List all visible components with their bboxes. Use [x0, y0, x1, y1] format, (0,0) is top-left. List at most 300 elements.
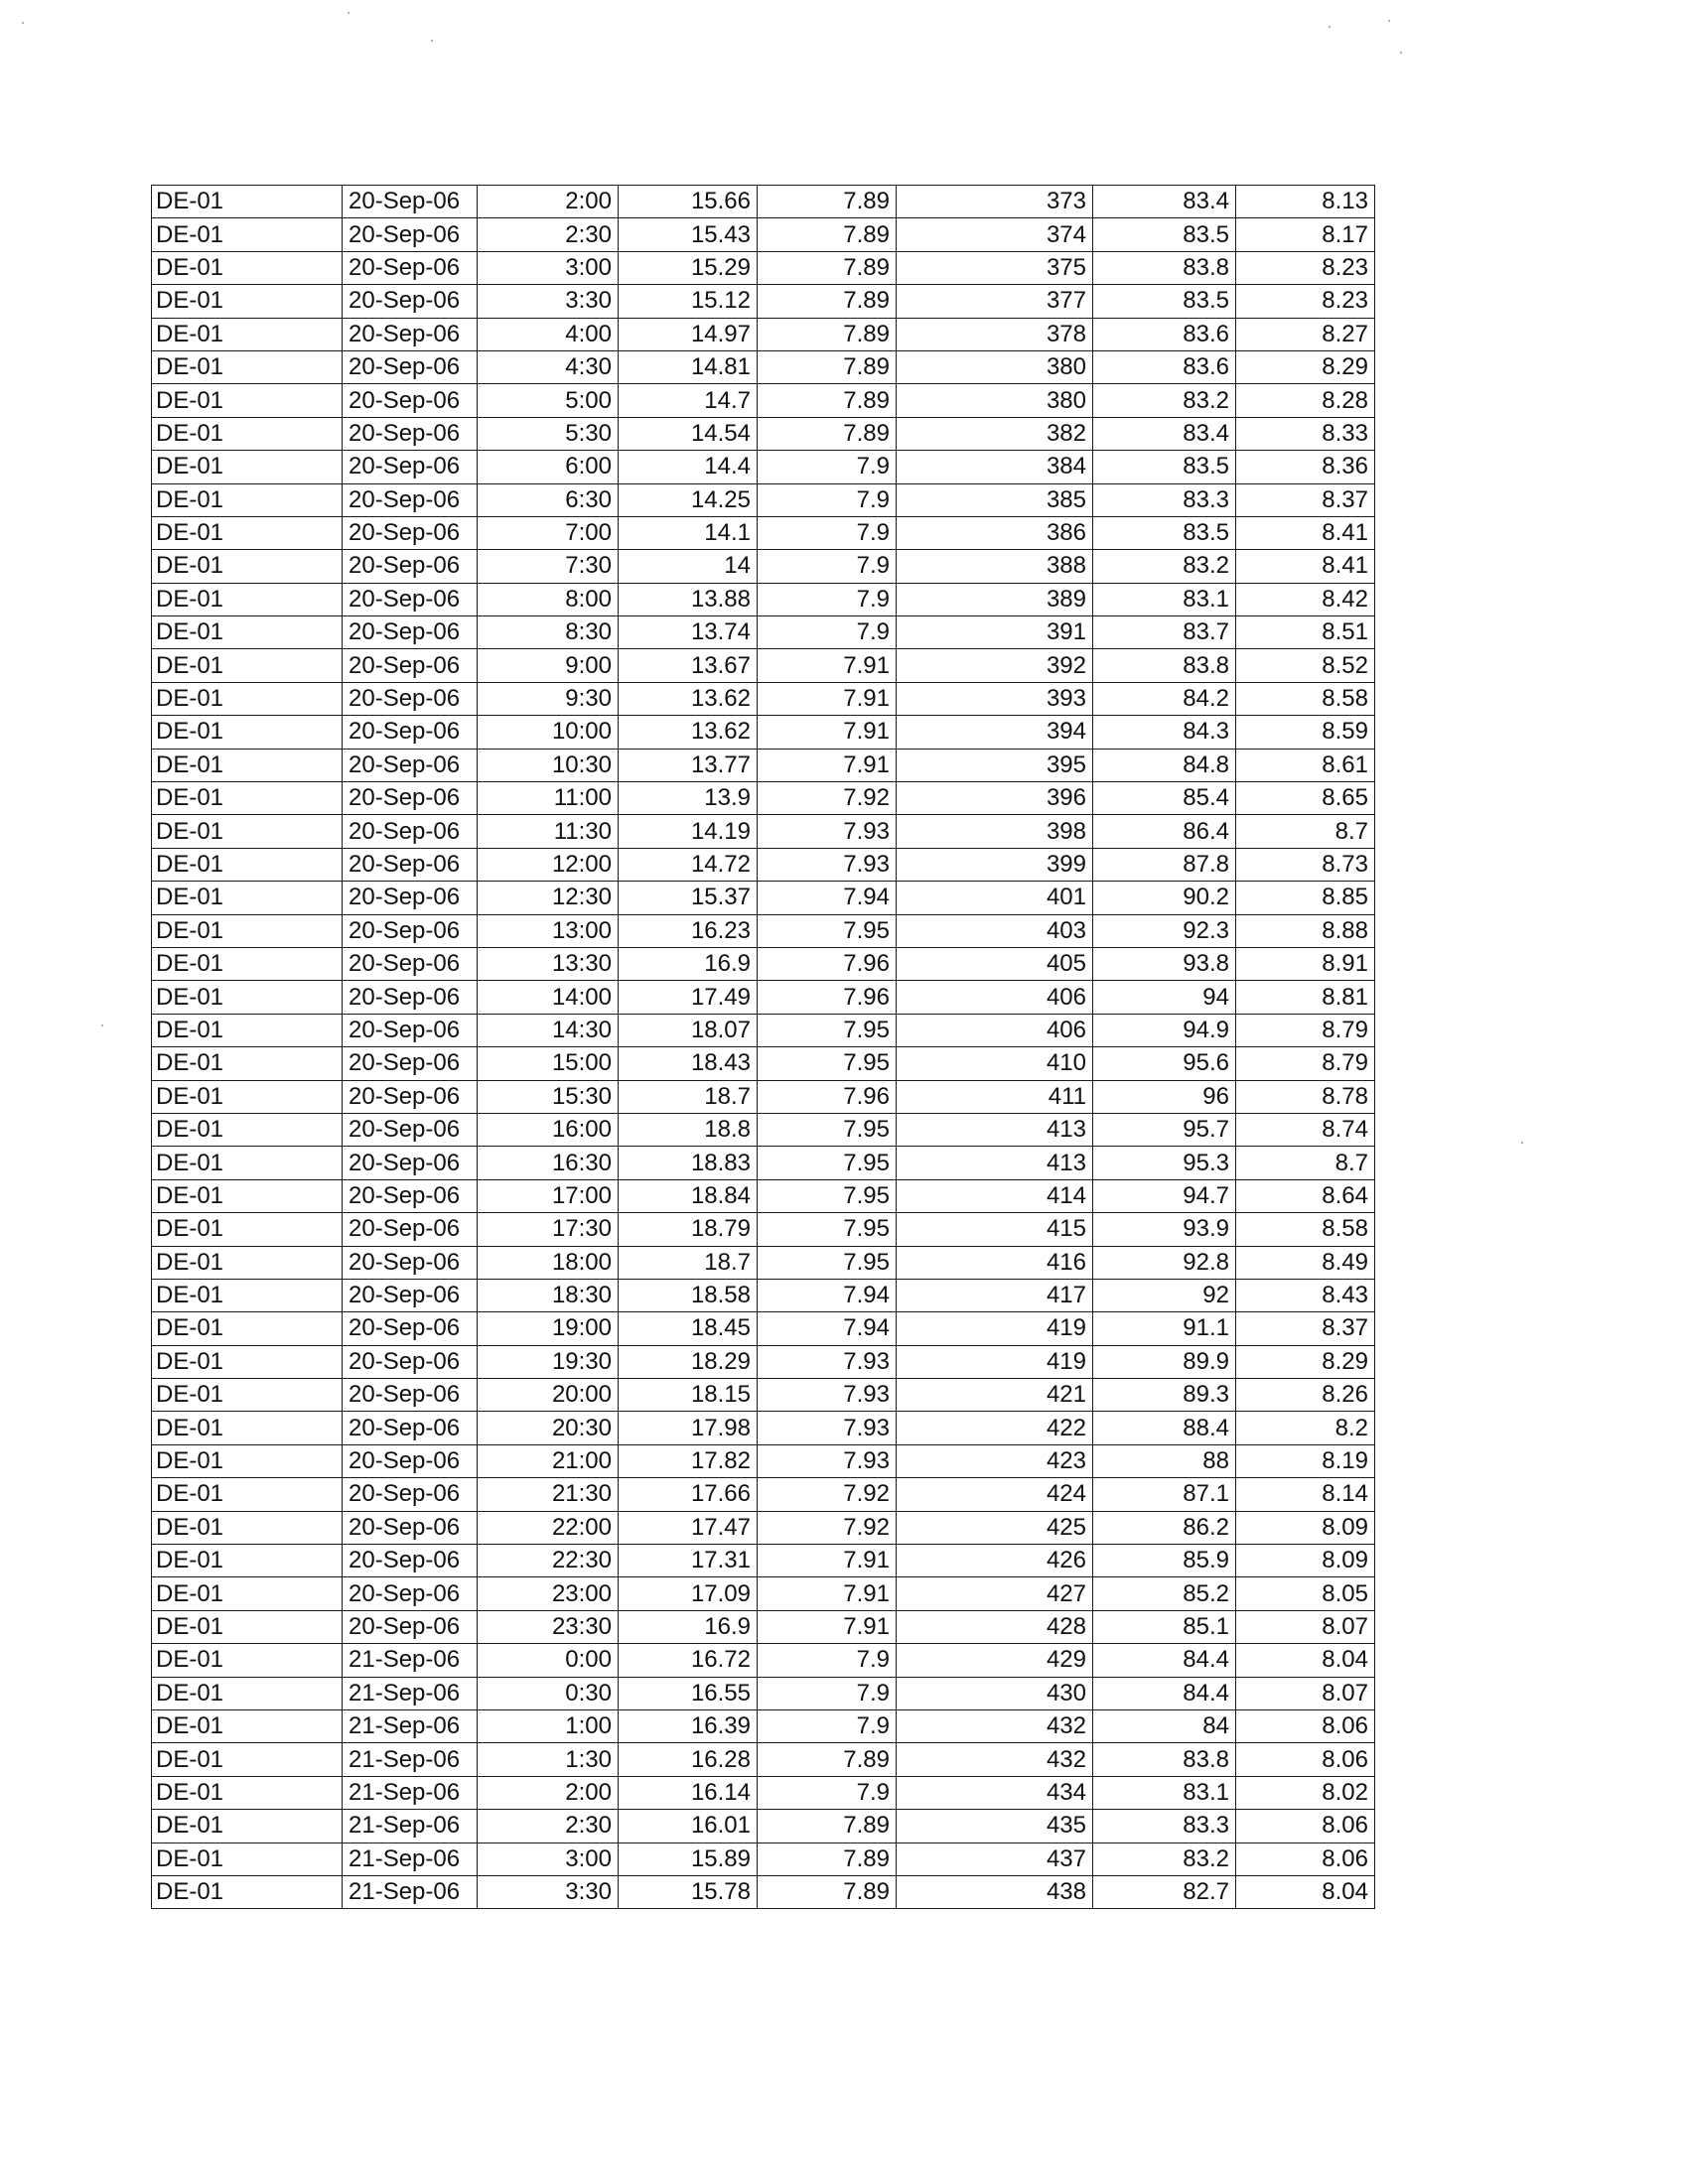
value-2-cell: 7.94 [758, 882, 897, 914]
value-1-cell: 13.67 [619, 649, 758, 682]
value-5-cell: 8.14 [1236, 1478, 1375, 1511]
time-cell: 8:30 [478, 616, 619, 649]
value-5-cell: 8.27 [1236, 318, 1375, 350]
value-1-cell: 14 [619, 550, 758, 583]
date-cell: 20-Sep-06 [343, 1610, 478, 1643]
date-cell: 20-Sep-06 [343, 716, 478, 749]
date-cell: 20-Sep-06 [343, 1511, 478, 1544]
table-row [152, 616, 1375, 649]
value-3-cell: 406 [897, 1014, 1093, 1046]
scan-speck [101, 1024, 103, 1026]
value-2-cell: 7.89 [758, 251, 897, 284]
value-2-cell: 7.96 [758, 947, 897, 980]
value-2-cell: 7.95 [758, 1213, 897, 1246]
table-row [152, 1179, 1375, 1212]
date-cell: 21-Sep-06 [343, 1644, 478, 1677]
date-cell: 21-Sep-06 [343, 1743, 478, 1776]
value-1-cell: 16.55 [619, 1677, 758, 1709]
value-5-cell: 8.41 [1236, 550, 1375, 583]
value-5-cell: 8.61 [1236, 749, 1375, 781]
site-cell: DE-01 [152, 350, 343, 383]
value-1-cell: 14.81 [619, 350, 758, 383]
value-2-cell: 7.93 [758, 1412, 897, 1444]
value-5-cell: 8.81 [1236, 981, 1375, 1014]
table-row [152, 516, 1375, 549]
value-5-cell: 8.41 [1236, 516, 1375, 549]
value-4-cell: 92.3 [1093, 914, 1236, 947]
value-5-cell: 8.37 [1236, 483, 1375, 516]
site-cell: DE-01 [152, 1412, 343, 1444]
date-cell: 20-Sep-06 [343, 1577, 478, 1610]
value-2-cell: 7.89 [758, 350, 897, 383]
table-row [152, 1610, 1375, 1643]
value-4-cell: 83.8 [1093, 649, 1236, 682]
time-cell: 4:30 [478, 350, 619, 383]
date-cell: 20-Sep-06 [343, 350, 478, 383]
value-4-cell: 83.6 [1093, 318, 1236, 350]
table-row [152, 1709, 1375, 1742]
value-3-cell: 422 [897, 1412, 1093, 1444]
site-cell: DE-01 [152, 384, 343, 417]
value-5-cell: 8.09 [1236, 1545, 1375, 1577]
time-cell: 21:00 [478, 1444, 619, 1477]
date-cell: 21-Sep-06 [343, 1677, 478, 1709]
date-cell: 20-Sep-06 [343, 318, 478, 350]
date-cell: 20-Sep-06 [343, 516, 478, 549]
site-cell: DE-01 [152, 947, 343, 980]
table-row [152, 1014, 1375, 1046]
value-4-cell: 83.8 [1093, 1743, 1236, 1776]
table-row [152, 285, 1375, 318]
value-4-cell: 92 [1093, 1279, 1236, 1311]
value-2-cell: 7.9 [758, 1677, 897, 1709]
site-cell: DE-01 [152, 583, 343, 615]
date-cell: 20-Sep-06 [343, 782, 478, 815]
site-cell: DE-01 [152, 218, 343, 251]
time-cell: 6:30 [478, 483, 619, 516]
value-4-cell: 92.8 [1093, 1246, 1236, 1279]
date-cell: 20-Sep-06 [343, 1179, 478, 1212]
table-row [152, 318, 1375, 350]
value-1-cell: 17.31 [619, 1545, 758, 1577]
value-1-cell: 16.39 [619, 1709, 758, 1742]
date-cell: 20-Sep-06 [343, 616, 478, 649]
value-1-cell: 18.43 [619, 1047, 758, 1080]
site-cell: DE-01 [152, 1345, 343, 1378]
value-5-cell: 8.23 [1236, 285, 1375, 318]
time-cell: 0:00 [478, 1644, 619, 1677]
value-3-cell: 428 [897, 1610, 1093, 1643]
site-cell: DE-01 [152, 1444, 343, 1477]
time-cell: 2:30 [478, 1810, 619, 1843]
table-row [152, 583, 1375, 615]
value-1-cell: 13.74 [619, 616, 758, 649]
date-cell: 20-Sep-06 [343, 1312, 478, 1345]
site-cell: DE-01 [152, 1379, 343, 1412]
value-3-cell: 385 [897, 483, 1093, 516]
value-4-cell: 83.5 [1093, 516, 1236, 549]
value-4-cell: 83.5 [1093, 218, 1236, 251]
value-2-cell: 7.89 [758, 384, 897, 417]
value-5-cell: 8.09 [1236, 1511, 1375, 1544]
value-5-cell: 8.7 [1236, 815, 1375, 848]
time-cell: 13:00 [478, 914, 619, 947]
value-5-cell: 8.06 [1236, 1743, 1375, 1776]
value-5-cell: 8.88 [1236, 914, 1375, 947]
site-cell: DE-01 [152, 251, 343, 284]
table-row [152, 218, 1375, 251]
time-cell: 17:30 [478, 1213, 619, 1246]
value-1-cell: 16.23 [619, 914, 758, 947]
time-cell: 23:00 [478, 1577, 619, 1610]
table-row [152, 1113, 1375, 1146]
value-2-cell: 7.94 [758, 1312, 897, 1345]
site-cell: DE-01 [152, 1843, 343, 1875]
date-cell: 20-Sep-06 [343, 914, 478, 947]
value-3-cell: 406 [897, 981, 1093, 1014]
value-4-cell: 86.4 [1093, 815, 1236, 848]
value-5-cell: 8.85 [1236, 882, 1375, 914]
site-cell: DE-01 [152, 285, 343, 318]
value-3-cell: 399 [897, 848, 1093, 881]
table-row [152, 1147, 1375, 1179]
value-5-cell: 8.52 [1236, 649, 1375, 682]
scan-speck [1400, 52, 1402, 54]
value-1-cell: 15.43 [619, 218, 758, 251]
value-3-cell: 401 [897, 882, 1093, 914]
value-5-cell: 8.64 [1236, 1179, 1375, 1212]
value-5-cell: 8.29 [1236, 350, 1375, 383]
time-cell: 2:30 [478, 218, 619, 251]
value-4-cell: 95.7 [1093, 1113, 1236, 1146]
time-cell: 12:30 [478, 882, 619, 914]
value-3-cell: 374 [897, 218, 1093, 251]
value-4-cell: 95.6 [1093, 1047, 1236, 1080]
value-1-cell: 16.01 [619, 1810, 758, 1843]
table-row [152, 350, 1375, 383]
value-2-cell: 7.89 [758, 1743, 897, 1776]
value-1-cell: 18.07 [619, 1014, 758, 1046]
value-1-cell: 14.4 [619, 451, 758, 483]
value-1-cell: 14.7 [619, 384, 758, 417]
value-2-cell: 7.89 [758, 318, 897, 350]
date-cell: 20-Sep-06 [343, 815, 478, 848]
value-5-cell: 8.58 [1236, 682, 1375, 715]
value-5-cell: 8.36 [1236, 451, 1375, 483]
table-row [152, 1743, 1375, 1776]
value-2-cell: 7.9 [758, 1709, 897, 1742]
value-3-cell: 380 [897, 384, 1093, 417]
value-3-cell: 435 [897, 1810, 1093, 1843]
value-2-cell: 7.91 [758, 1545, 897, 1577]
value-4-cell: 84.3 [1093, 716, 1236, 749]
table-row [152, 451, 1375, 483]
value-1-cell: 16.9 [619, 1610, 758, 1643]
site-cell: DE-01 [152, 716, 343, 749]
value-2-cell: 7.9 [758, 1644, 897, 1677]
value-3-cell: 396 [897, 782, 1093, 815]
value-5-cell: 8.07 [1236, 1610, 1375, 1643]
value-3-cell: 382 [897, 417, 1093, 450]
value-4-cell: 90.2 [1093, 882, 1236, 914]
date-cell: 20-Sep-06 [343, 882, 478, 914]
time-cell: 1:00 [478, 1709, 619, 1742]
value-4-cell: 84.4 [1093, 1644, 1236, 1677]
site-cell: DE-01 [152, 1179, 343, 1212]
value-1-cell: 17.47 [619, 1511, 758, 1544]
value-5-cell: 8.74 [1236, 1113, 1375, 1146]
date-cell: 20-Sep-06 [343, 981, 478, 1014]
value-3-cell: 416 [897, 1246, 1093, 1279]
site-cell: DE-01 [152, 318, 343, 350]
value-3-cell: 437 [897, 1843, 1093, 1875]
date-cell: 20-Sep-06 [343, 1279, 478, 1311]
time-cell: 16:00 [478, 1113, 619, 1146]
value-2-cell: 7.89 [758, 186, 897, 218]
value-5-cell: 8.43 [1236, 1279, 1375, 1311]
site-cell: DE-01 [152, 749, 343, 781]
value-2-cell: 7.93 [758, 1379, 897, 1412]
value-2-cell: 7.93 [758, 1444, 897, 1477]
table-row [152, 186, 1375, 218]
time-cell: 23:30 [478, 1610, 619, 1643]
site-cell: DE-01 [152, 1577, 343, 1610]
value-4-cell: 84.2 [1093, 682, 1236, 715]
table-row [152, 1312, 1375, 1345]
site-cell: DE-01 [152, 1810, 343, 1843]
value-2-cell: 7.92 [758, 782, 897, 815]
time-cell: 8:00 [478, 583, 619, 615]
site-cell: DE-01 [152, 1080, 343, 1113]
value-1-cell: 15.12 [619, 285, 758, 318]
site-cell: DE-01 [152, 1014, 343, 1046]
value-1-cell: 17.49 [619, 981, 758, 1014]
site-cell: DE-01 [152, 848, 343, 881]
value-4-cell: 86.2 [1093, 1511, 1236, 1544]
table-row [152, 1577, 1375, 1610]
date-cell: 20-Sep-06 [343, 1014, 478, 1046]
time-cell: 11:30 [478, 815, 619, 848]
site-cell: DE-01 [152, 782, 343, 815]
value-3-cell: 398 [897, 815, 1093, 848]
table-row [152, 1677, 1375, 1709]
value-3-cell: 421 [897, 1379, 1093, 1412]
value-1-cell: 14.19 [619, 815, 758, 848]
date-cell: 20-Sep-06 [343, 186, 478, 218]
table-row [152, 1379, 1375, 1412]
value-3-cell: 392 [897, 649, 1093, 682]
date-cell: 20-Sep-06 [343, 947, 478, 980]
site-cell: DE-01 [152, 1743, 343, 1776]
date-cell: 21-Sep-06 [343, 1709, 478, 1742]
value-3-cell: 419 [897, 1312, 1093, 1345]
date-cell: 20-Sep-06 [343, 1379, 478, 1412]
date-cell: 20-Sep-06 [343, 1080, 478, 1113]
table-row [152, 1511, 1375, 1544]
table-row [152, 1776, 1375, 1809]
value-4-cell: 84 [1093, 1709, 1236, 1742]
date-cell: 20-Sep-06 [343, 251, 478, 284]
value-5-cell: 8.51 [1236, 616, 1375, 649]
value-1-cell: 18.83 [619, 1147, 758, 1179]
value-3-cell: 414 [897, 1179, 1093, 1212]
value-4-cell: 83.8 [1093, 251, 1236, 284]
value-4-cell: 83.7 [1093, 616, 1236, 649]
scan-speck [22, 22, 24, 24]
date-cell: 20-Sep-06 [343, 1047, 478, 1080]
time-cell: 7:30 [478, 550, 619, 583]
date-cell: 20-Sep-06 [343, 451, 478, 483]
value-1-cell: 18.15 [619, 1379, 758, 1412]
value-3-cell: 389 [897, 583, 1093, 615]
site-cell: DE-01 [152, 516, 343, 549]
value-1-cell: 16.14 [619, 1776, 758, 1809]
value-4-cell: 83.3 [1093, 483, 1236, 516]
value-4-cell: 94.7 [1093, 1179, 1236, 1212]
time-cell: 0:30 [478, 1677, 619, 1709]
table-row [152, 1080, 1375, 1113]
time-cell: 22:00 [478, 1511, 619, 1544]
value-3-cell: 378 [897, 318, 1093, 350]
value-2-cell: 7.95 [758, 1246, 897, 1279]
value-4-cell: 94 [1093, 981, 1236, 1014]
value-3-cell: 377 [897, 285, 1093, 318]
date-cell: 20-Sep-06 [343, 483, 478, 516]
value-1-cell: 15.37 [619, 882, 758, 914]
scan-speck [1521, 1142, 1523, 1144]
time-cell: 18:00 [478, 1246, 619, 1279]
value-3-cell: 391 [897, 616, 1093, 649]
date-cell: 20-Sep-06 [343, 1213, 478, 1246]
table-row [152, 1279, 1375, 1311]
value-1-cell: 16.9 [619, 947, 758, 980]
value-3-cell: 410 [897, 1047, 1093, 1080]
value-4-cell: 83.2 [1093, 550, 1236, 583]
value-2-cell: 7.95 [758, 914, 897, 947]
time-cell: 14:00 [478, 981, 619, 1014]
table-row [152, 682, 1375, 715]
value-2-cell: 7.9 [758, 516, 897, 549]
value-5-cell: 8.26 [1236, 1379, 1375, 1412]
value-5-cell: 8.2 [1236, 1412, 1375, 1444]
value-1-cell: 15.66 [619, 186, 758, 218]
value-3-cell: 417 [897, 1279, 1093, 1311]
value-2-cell: 7.94 [758, 1279, 897, 1311]
table-row [152, 1875, 1375, 1908]
table-row [152, 1644, 1375, 1677]
value-3-cell: 438 [897, 1875, 1093, 1908]
date-cell: 21-Sep-06 [343, 1810, 478, 1843]
site-cell: DE-01 [152, 815, 343, 848]
value-4-cell: 95.3 [1093, 1147, 1236, 1179]
table-body [152, 186, 1375, 1909]
date-cell: 20-Sep-06 [343, 417, 478, 450]
value-3-cell: 405 [897, 947, 1093, 980]
value-5-cell: 8.78 [1236, 1080, 1375, 1113]
date-cell: 20-Sep-06 [343, 218, 478, 251]
table-row [152, 981, 1375, 1014]
table-row [152, 716, 1375, 749]
value-3-cell: 432 [897, 1743, 1093, 1776]
value-4-cell: 85.4 [1093, 782, 1236, 815]
value-3-cell: 388 [897, 550, 1093, 583]
value-4-cell: 83.4 [1093, 417, 1236, 450]
time-cell: 20:00 [478, 1379, 619, 1412]
value-1-cell: 17.98 [619, 1412, 758, 1444]
value-3-cell: 373 [897, 186, 1093, 218]
value-2-cell: 7.91 [758, 682, 897, 715]
date-cell: 21-Sep-06 [343, 1875, 478, 1908]
table-row [152, 417, 1375, 450]
date-cell: 20-Sep-06 [343, 1478, 478, 1511]
time-cell: 5:00 [478, 384, 619, 417]
value-3-cell: 419 [897, 1345, 1093, 1378]
value-3-cell: 384 [897, 451, 1093, 483]
value-5-cell: 8.79 [1236, 1047, 1375, 1080]
time-cell: 15:00 [478, 1047, 619, 1080]
value-2-cell: 7.91 [758, 716, 897, 749]
table-row [152, 749, 1375, 781]
scan-speck [431, 40, 433, 42]
value-4-cell: 83.1 [1093, 1776, 1236, 1809]
table-row [152, 1843, 1375, 1875]
site-cell: DE-01 [152, 1246, 343, 1279]
value-3-cell: 393 [897, 682, 1093, 715]
table-row [152, 1444, 1375, 1477]
value-5-cell: 8.06 [1236, 1843, 1375, 1875]
date-cell: 20-Sep-06 [343, 1113, 478, 1146]
site-cell: DE-01 [152, 1047, 343, 1080]
value-4-cell: 91.1 [1093, 1312, 1236, 1345]
value-2-cell: 7.95 [758, 1113, 897, 1146]
value-1-cell: 13.88 [619, 583, 758, 615]
date-cell: 20-Sep-06 [343, 649, 478, 682]
scan-speck [1388, 20, 1390, 22]
value-2-cell: 7.93 [758, 1345, 897, 1378]
value-4-cell: 96 [1093, 1080, 1236, 1113]
time-cell: 19:00 [478, 1312, 619, 1345]
table-row [152, 1810, 1375, 1843]
value-2-cell: 7.91 [758, 649, 897, 682]
site-cell: DE-01 [152, 1545, 343, 1577]
time-cell: 4:00 [478, 318, 619, 350]
table-row [152, 815, 1375, 848]
site-cell: DE-01 [152, 1677, 343, 1709]
value-5-cell: 8.65 [1236, 782, 1375, 815]
value-2-cell: 7.96 [758, 1080, 897, 1113]
value-5-cell: 8.23 [1236, 251, 1375, 284]
value-4-cell: 85.9 [1093, 1545, 1236, 1577]
site-cell: DE-01 [152, 682, 343, 715]
date-cell: 20-Sep-06 [343, 1412, 478, 1444]
table-row [152, 848, 1375, 881]
value-3-cell: 403 [897, 914, 1093, 947]
table-row [152, 1047, 1375, 1080]
value-4-cell: 83.2 [1093, 384, 1236, 417]
table-row [152, 1345, 1375, 1378]
value-2-cell: 7.9 [758, 550, 897, 583]
date-cell: 20-Sep-06 [343, 682, 478, 715]
value-5-cell: 8.29 [1236, 1345, 1375, 1378]
time-cell: 21:30 [478, 1478, 619, 1511]
time-cell: 2:00 [478, 186, 619, 218]
value-4-cell: 83.6 [1093, 350, 1236, 383]
data-table [151, 185, 1375, 1909]
value-4-cell: 89.3 [1093, 1379, 1236, 1412]
table-row [152, 782, 1375, 815]
date-cell: 20-Sep-06 [343, 1545, 478, 1577]
time-cell: 7:00 [478, 516, 619, 549]
